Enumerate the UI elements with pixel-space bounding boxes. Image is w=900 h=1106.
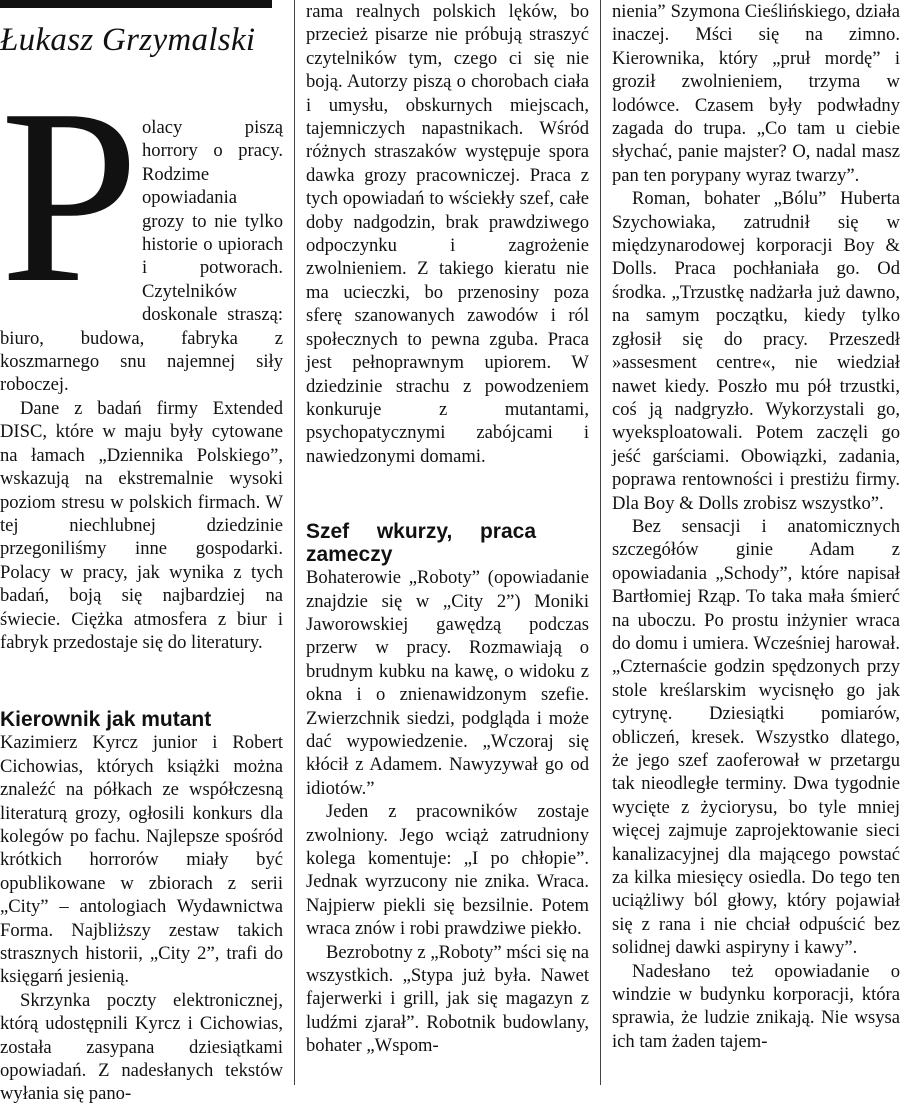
drop-cap: P (0, 58, 140, 335)
subheading: Szef wkurzy, praca zameczy (306, 520, 536, 567)
paragraph: Bezrobotny z „Roboty” mści się na wszystkich. „Stypa już była. Nawet fajerwerki i grill, jak się magazyn z ludźmi zjarał”. Robotnik budowlany, bohater „Wspom- (306, 941, 589, 1057)
paragraph: Skrzynka poczty elektronicznej, którą udostępnili Kyrcz i Cichowias, została zasypana dziesiątkami opowiadań. Z nadesłanych tekstów wyłania się pano- (0, 989, 283, 1105)
subheading: Kierownik jak mutant (0, 708, 212, 732)
column-3 (612, 0, 900, 1085)
paragraph: Roman, bohater „Bólu” Huberta Szychowiaka, zatrudnił się w międzynarodowej korporacji Boy & Dolls. Praca pochłaniała go. Od środka. „Trzustkę nadżarła już dawno, na samym początku, kiedy tylko zgłosił się do pracy. Przeszedł »assesment centre«, nie wiedział nawet kiedy. Poszło mu pół trzustki, coś ją nadgryzło. Wykorzystali go, wyeksploatowali. Potem zaczęli go jeść garściami. Obowiązki, zadania, poprawa rentowności i prestiżu firmy. Dla Boy & Dolls zrobisz wszystko”. (612, 188, 900, 514)
column-2 (306, 0, 589, 1085)
column-divider (600, 0, 601, 1085)
paragraph: Nadesłano też opowiadanie o windzie w budynku korporacji, która sprawia, że ludzie znikają. Nie wsysa ich tam żaden tajem- (612, 960, 900, 1052)
paragraph: Bohaterowie „Roboty” (opowiadanie znajdzie się w „City 2”) Moniki Jaworowskiej gawędzą podczas przerw w pracy. Rozmawiają o brudnym kubku na kawę, o widoku z okna i o znienawidzonym szefie. Zwierzchnik siedzi, podgląda i może dać wypowiedzenie. „Wczoraj się kłócił z Adamem. Nawyzywał go od idiotów.” (306, 567, 589, 799)
paragraph: rama realnych polskich lęków, bo przecież pisarze nie próbują straszyć czytelników tym, czego ci się nie boją. Autorzy piszą o chorobach ciała i umysłu, obskurnych miejscach, tajemniczych napastnikach. Wśród różnych straszaków występuje spora dawka grozy pracowniczej. Praca z tych opowiadań to wściekły szef, całe doby nadgodzin, brak prawdziwego odpoczynku i zagrożenie zwolnieniem. Z takiego kieratu nie ma ucieczki, bo przenosiny poza sferę szanowanych zawodów i ról społecznych to pewna zguba. Praca jest pełnoprawnym upiorem. W dziedzinie strachu z powodzeniem konkuruje z mutantami, psychopatycznymi zabójcami i nawiedzonymi domami. (306, 1, 589, 467)
column-divider (294, 0, 295, 1085)
column-1 (0, 0, 283, 1105)
paragraph: Dane z badań firmy Extended DISC, które w maju były cytowane na łamach „Dziennika Polskiego”, wskazują na ekstremalnie wysoki poziom stresu w polskich firmach. W tej niechlubnej dziedzinie przegoniliśmy inne gospodarki. Polacy w pracy, jak wynika z tych badań, boją się najbardziej na świecie. Ciężka atmosfera z biur i fabryk przedostaje się do literatury. (0, 397, 283, 653)
author-byline: Łukasz Grzymalski (0, 22, 256, 58)
paragraph: Bez sensacji i anatomicznych szczegółów ginie Adam z opowiadania „Schody”, które napisał Bartłomiej Rząp. To taka mała śmierć na uboczu. Po prostu inżynier wraca do domu i umiera. Wcześniej harował. „Czternaście godzin spędzonych przy stole kreślarskim wycisnęło go jak cytrynę. Dziesiątki pomiarów, obliczeń, kresek. Wszystko dlatego, że jego szef zaoferował w przetargu tak nieodległe terminy. Dwa tygodnie wycięte z życiorysu, bo tyle mniej więcej zajmuje zaprojektowanie sieci kanalizacyjnej dla mającego powstać za kilka miesięcy osiedla. Do tego ten uciążliwy ból głowy, który pojawiał się z rana i nie chciał odpuścić bez solidnej dawki aspiryny i kawy”. (612, 515, 900, 959)
lead-paragraph: olacy piszą horrory o pracy. Rodzime opowiadania grozy to nie tylko historie o upiorach i potworach. Czytelników doskonale straszą: biuro, budowa, fabryka z koszmarnego snu najemnej siły roboczej. (0, 117, 283, 396)
paragraph: Jeden z pracowników zostaje zwolniony. Jego wciąż zatrudniony kolega komentuje: „I po chłopie”. Jednak wyrzucony nie znika. Wraca. Najpierw piekli się bezsilnie. Potem wraca znów i robi prawdziwe piekło. (306, 801, 589, 940)
paragraph: Kazimierz Kyrcz junior i Robert Cichowias, których książki można znaleźć na półkach ze współczesną literaturą grozy, ogłosili konkurs dla kolegów po fachu. Najlepsze spośród krótkich horrorów miały być opublikowane w zbiorach z serii „City” – antologiach Wydawnictwa Forma. Najbliższy zestaw takich strasznych historii, „City 2”, trafi do księgarń jesienią. (0, 732, 283, 988)
paragraph: nienia” Szymona Cieślińskiego, działa inaczej. Mści się na zimno. Kierownika, który „pruł mordę” i groził zwolnieniem, trzyma w lodówce. Czasem były podwładny zagada do trupa. „Co tam u ciebie słychać, panie majster? O, nadal masz pan ten porypany wyraz twarzy”. (612, 1, 900, 186)
top-rule-bar (0, 0, 272, 8)
